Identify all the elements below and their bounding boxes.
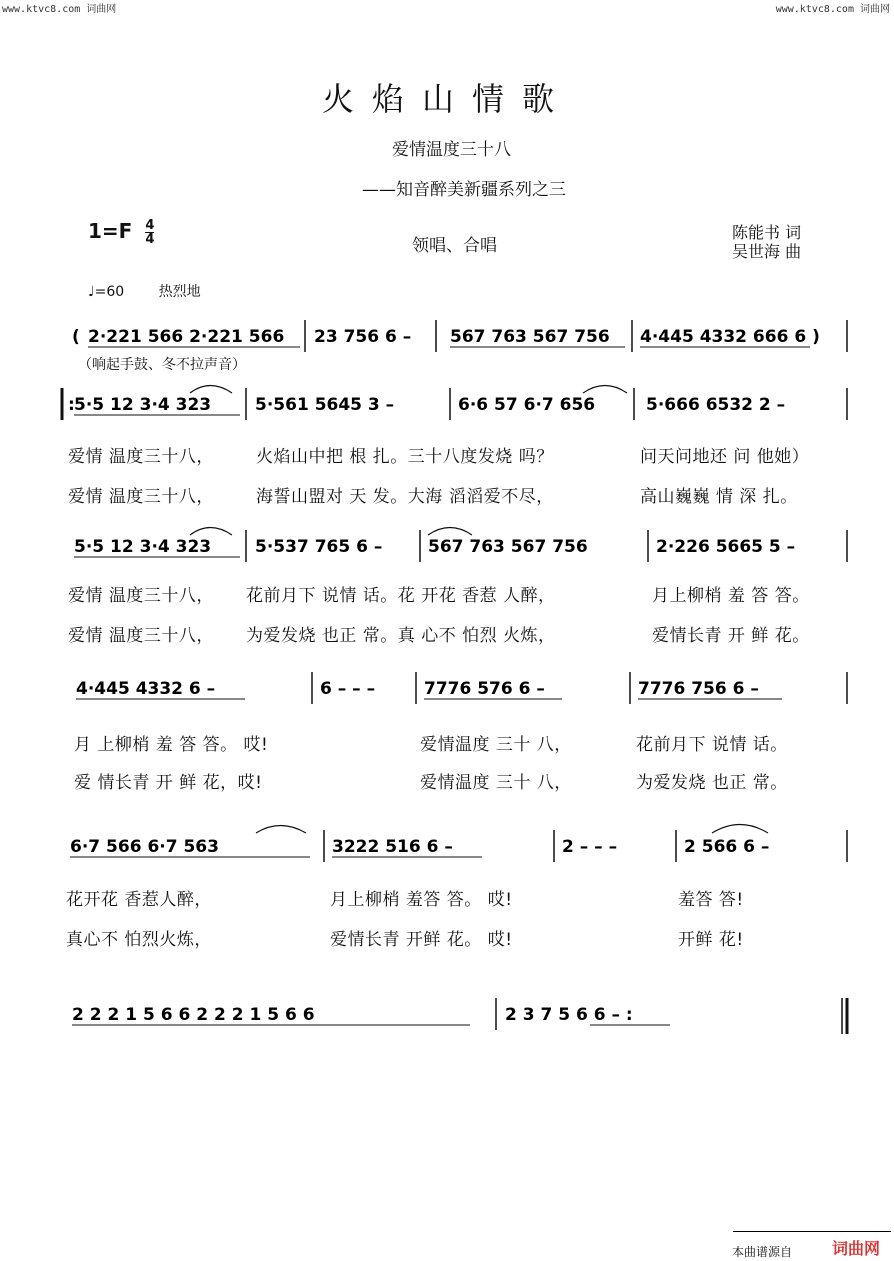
- lyric-verse1-line1: 爱情 温度三十八，: [68, 447, 214, 467]
- lyric-verse2-line4b: 爱情长青 开鲜 花。 哎!: [330, 930, 513, 950]
- tempo-mark: ♩=60: [88, 284, 125, 300]
- lyric-verse1-line3: 月 上柳梢 羞 答 答。 哎!: [74, 735, 269, 755]
- lyric-verse1-line2: 爱情 温度三十八，: [68, 586, 214, 606]
- lyric-verse2-line2b: 为爱发烧 也正 常。真 心不 怕烈 火炼，: [246, 626, 556, 646]
- composer: 吴世海 曲: [732, 242, 802, 261]
- measure-3-2: 5·537 765 6 –: [255, 537, 383, 557]
- lyric-verse2-line1c: 高山巍巍 情 深 扎。: [640, 487, 798, 507]
- measure-6-2: 2 3 7 5 6 6 – :: [505, 1005, 633, 1025]
- system-1: [72, 320, 847, 352]
- lyric-verse2-line3b: 爱情温度 三十 八，: [420, 773, 572, 793]
- lyric-verse1-line4: 花开花 香惹人醉，: [66, 890, 212, 910]
- time-signature: $\frac{4}{4}$: [145, 218, 155, 247]
- measure-3-3: 567 763 567 756: [428, 537, 588, 557]
- lyric-verse2-line3: 爱 情长青 开 鲜 花，哎!: [74, 773, 263, 793]
- measure-6-1: 2 2 2 1 5 6 6 2 2 2 1 5 6 6: [72, 1005, 315, 1025]
- song-subtitle: 爱情温度三十八: [392, 140, 511, 160]
- measure-3-1: 5·5 12 3·4 323: [74, 537, 212, 557]
- measure-1-2: 23 756 6 –: [314, 327, 412, 347]
- measure-4-3: 7776 576 6 –: [424, 679, 545, 699]
- measure-1-4: 4·445 4332 666 6 ): [640, 327, 820, 347]
- measure-5-2: 3222 516 6 –: [332, 837, 453, 857]
- song-title: 火焰山情歌: [321, 80, 572, 118]
- lyric-verse2-line4c: 开鲜 花!: [678, 930, 744, 950]
- intro-note: （响起手鼓、冬不拉声音）: [78, 357, 246, 373]
- lyric-verse2-line4: 真心不 怕烈火炼，: [66, 930, 212, 950]
- measure-1-1: 2·221 566 2·221 566: [88, 327, 285, 347]
- system-4: [76, 672, 847, 704]
- lyric-verse1-line3b: 爱情温度 三十 八，: [420, 735, 572, 755]
- svg-text:(: (: [72, 327, 80, 347]
- watermark-right: www.ktvc8.com 词曲网: [775, 4, 890, 15]
- lyric-verse1-line3c: 花前月下 说情 话。: [636, 735, 788, 755]
- lyric-verse2-line2c: 爱情长青 开 鲜 花。: [652, 626, 810, 646]
- series-note: ——知音醉美新疆系列之三: [362, 180, 566, 200]
- lyric-verse1-line2b: 花前月下 说情 话。花 开花 香惹 人醉，: [246, 586, 556, 606]
- measure-5-4: 2 566 6 –: [684, 837, 770, 857]
- lyric-verse2-line2: 爱情 温度三十八，: [68, 626, 214, 646]
- key-signature: 1=F $\frac{4}{4}$: [88, 218, 155, 247]
- system-3: [74, 528, 847, 563]
- performance-mode: 领唱、合唱: [412, 236, 497, 256]
- lyric-verse2-line1: 爱情 温度三十八，: [68, 487, 214, 507]
- measure-4-4: 7776 756 6 –: [638, 679, 759, 699]
- expression-mark: 热烈地: [158, 284, 201, 300]
- lyric-verse1-line4c: 羞答 答!: [678, 890, 744, 910]
- lyric-verse2-line3c: 为爱发烧 也正 常。: [636, 773, 788, 793]
- lyric-verse1-line4b: 月上柳梢 羞答 答。 哎!: [330, 890, 513, 910]
- measure-4-2: 6 – – –: [320, 679, 376, 699]
- measure-2-2: 5·561 5645 3 –: [255, 395, 395, 415]
- measure-2-4: 5·666 6532 2 –: [646, 395, 786, 415]
- measure-2-1: 5·5 12 3·4 323: [74, 395, 212, 415]
- footer-site-logo: 词曲网: [832, 1239, 881, 1258]
- measure-1-3: 567 763 567 756: [450, 327, 610, 347]
- measure-4-1: 4·445 4332 6 –: [76, 679, 216, 699]
- lyric-verse1-line1b: 火焰山中把 根 扎。三十八度发烧 吗？: [256, 447, 554, 467]
- footer-source: 本曲谱源自: [732, 1245, 793, 1259]
- lyricist: 陈能书 词: [732, 223, 802, 242]
- system-6: [72, 998, 847, 1034]
- measure-5-1: 6·7 566 6·7 563: [70, 837, 219, 857]
- measure-5-3: 2 – – –: [562, 837, 618, 857]
- measure-3-4: 2·226 5665 5 –: [656, 537, 796, 557]
- system-5: [70, 825, 847, 863]
- lyric-verse2-line1b: 海誓山盟对 天 发。大海 滔滔爱不尽，: [256, 487, 554, 507]
- lyric-verse1-line1c: 问天问地还 问 他她）: [640, 447, 810, 467]
- system-2: [62, 386, 847, 421]
- svg-text::: :: [68, 395, 75, 415]
- watermark-left: www.ktvc8.com 词曲网: [2, 4, 117, 15]
- measure-2-3: 6·6 57 6·7 656: [458, 395, 596, 415]
- lyric-verse1-line2c: 月上柳梢 羞 答 答。: [652, 586, 810, 606]
